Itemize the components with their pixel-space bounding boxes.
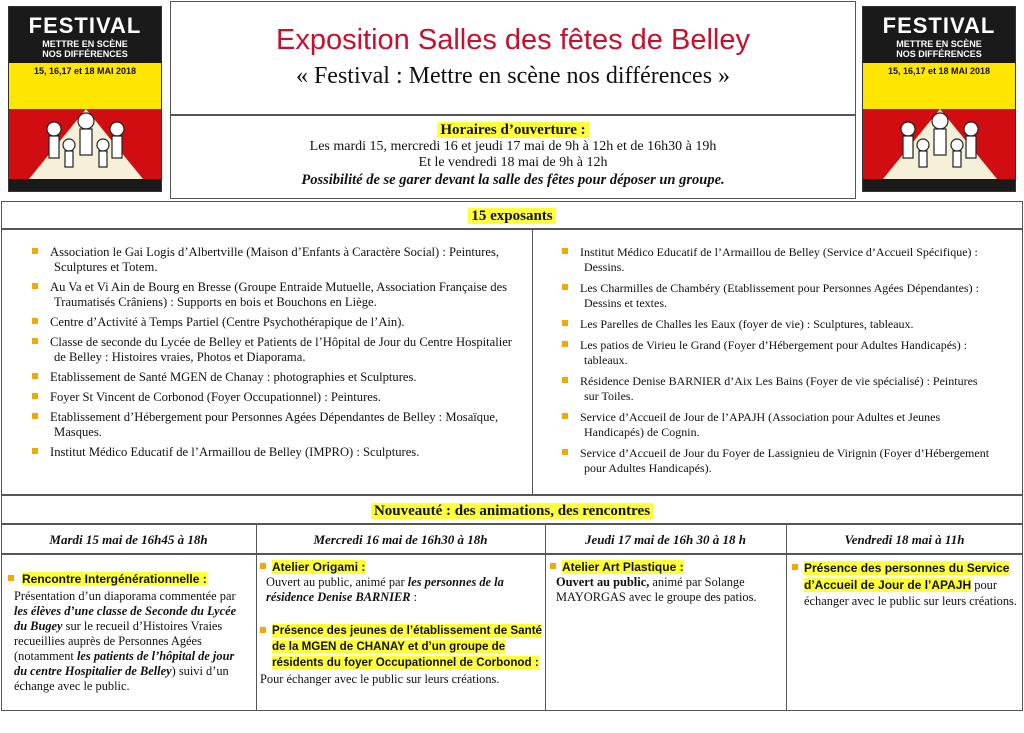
bullet-icon xyxy=(32,248,38,254)
exhibitors-heading-box xyxy=(1,201,1023,229)
list-item: Les patios de Virieu le Grand (Foyer d’Hébergement pour Adultes Handicapés) : tableaux. xyxy=(562,338,994,368)
bullet-icon xyxy=(550,563,556,569)
bullet-icon xyxy=(32,448,38,454)
exhibitors-divider xyxy=(532,229,533,495)
tuesday-title: Rencontre Intergénérationnelle : xyxy=(22,572,207,586)
column-divider xyxy=(786,524,787,711)
header-box xyxy=(170,1,856,115)
bullet-icon xyxy=(260,563,266,569)
friday-description: pour échanger avec le public sur leurs créations. xyxy=(804,578,1017,608)
news-heading-box xyxy=(1,495,1023,524)
news-heading: Nouveauté : des animations, des rencontres xyxy=(371,503,653,519)
friday-cell xyxy=(792,560,1018,609)
wednesday-cell xyxy=(260,560,542,687)
bullet-icon xyxy=(562,320,568,326)
list-item: Les Parelles de Challes les Eaux (foyer de vie) : Sculptures, tableaux. xyxy=(562,317,994,332)
list-item: Service d’Accueil de Jour de l’APAJH (Association pour Adultes et Jeunes Handicapés) de Cognin. xyxy=(562,410,994,440)
poster-subtitle-1: METTRE EN SCÈNE xyxy=(42,39,128,49)
list-item: Association le Gai Logis d’Albertville (Maison d’Enfants à Caractère Social) : Peintures, Sculptures et Totem. xyxy=(32,245,524,275)
thursday-description: Ouvert au public, animé par Solange MAYORGAS avec le groupe des patios. xyxy=(556,575,757,604)
page-title: Exposition Salles des fêtes de Belley xyxy=(276,24,750,56)
thursday-cell xyxy=(550,560,782,605)
bullet-icon xyxy=(32,373,38,379)
poster-footer xyxy=(9,179,161,192)
wednesday-description-2: Pour échanger avec le public sur leurs créations. xyxy=(260,672,500,686)
wednesday-title-1: Atelier Origami : xyxy=(272,560,366,574)
list-item: Classe de seconde du Lycée de Belley et Patients de l’Hôpital de Jour du Centre Hospitalier de Belley : Histoires vraies, Photos et Diaporama. xyxy=(32,335,524,365)
bullet-icon xyxy=(8,575,14,581)
exhibitors-right-list xyxy=(562,245,994,482)
bullet-icon xyxy=(562,413,568,419)
hours-line-2: Et le vendredi 18 mai de 9h à 12h xyxy=(418,155,608,170)
page-subtitle: « Festival : Mettre en scène nos différences » xyxy=(295,63,731,89)
poster-subtitle-2: NOS DIFFÉRENCES xyxy=(42,49,128,59)
day-header-wednesday: Mercredi 16 mai de 16h30 à 18h xyxy=(313,532,488,547)
wednesday-description-1: Ouvert au public, animé par les personnes de la résidence Denise BARNIER : xyxy=(266,575,504,604)
bullet-icon xyxy=(562,449,568,455)
list-item: Institut Médico Educatif de l’Armaillou de Belley (IMPRO) : Sculptures. xyxy=(32,445,524,460)
day-header-tuesday: Mardi 15 mai de 16h45 à 18h xyxy=(49,532,208,547)
list-item: Foyer St Vincent de Corbonod (Foyer Occupationnel) : Peintures. xyxy=(32,390,524,405)
day-header-thursday: Jeudi 17 mai de 16h 30 à 18 h xyxy=(584,532,747,547)
bullet-icon xyxy=(32,318,38,324)
bullet-icon xyxy=(32,283,38,289)
bullet-icon xyxy=(32,393,38,399)
list-item: Centre d’Activité à Temps Partiel (Centre Psychothérapique de l’Ain). xyxy=(32,315,524,330)
poster-dates: 15, 16,17 et 18 MAI 2018 xyxy=(863,63,1015,79)
hours-box xyxy=(170,115,856,199)
column-divider xyxy=(545,524,546,711)
list-item: Etablissement de Santé MGEN de Chanay : photographies et Sculptures. xyxy=(32,370,524,385)
friday-title: Présence des personnes du Service d’Accueil de Jour de l’APAJH xyxy=(804,561,1010,592)
festival-poster-left xyxy=(8,6,162,192)
thursday-title: Atelier Art Plastique : xyxy=(562,560,684,574)
parking-note: Possibilité de se garer devant la salle des fêtes pour déposer un groupe. xyxy=(301,172,725,188)
exhibitors-heading: 15 exposants xyxy=(468,208,555,224)
poster-subtitle-2: NOS DIFFÉRENCES xyxy=(896,49,982,59)
poster-illustration xyxy=(9,79,161,179)
bullet-icon xyxy=(792,564,798,570)
wednesday-title-2: Présence des jeunes de l’établissement de Santé de la MGEN de CHANAY et d’un groupe de résidents du foyer Occupationnel de Corbonod : xyxy=(272,624,542,669)
day-header-friday: Vendredi 18 mai à 11h xyxy=(844,532,965,547)
bullet-icon xyxy=(562,284,568,290)
list-item: Institut Médico Educatif de l’Armaillou de Belley (Service d’Accueil Spécifique) : Dessins. xyxy=(562,245,994,275)
bullet-icon xyxy=(32,338,38,344)
people-illustration-icon xyxy=(863,79,1016,179)
poster-title: FESTIVAL xyxy=(882,13,996,38)
list-item: Au Va et Vi Ain de Bourg en Bresse (Groupe Entraide Mutuelle, Association Française des Traumatisés Crâniens) : Supports en bois et Bouchons en Liège. xyxy=(32,280,524,310)
tuesday-cell xyxy=(8,572,250,694)
list-item: Les Charmilles de Chambéry (Etablissement pour Personnes Agées Dépendantes) : Dessins et textes. xyxy=(562,281,994,311)
hours-heading: Horaires d’ouverture : xyxy=(437,122,588,138)
bullet-icon xyxy=(562,341,568,347)
list-item: Service d’Accueil de Jour du Foyer de Lassignieu de Virignin (Foyer d’Hébergement pour Adultes Handicapés). xyxy=(562,446,994,476)
poster-subtitle-1: METTRE EN SCÈNE xyxy=(896,39,982,49)
hours-line-1: Les mardi 15, mercredi 16 et jeudi 17 mai de 9h à 12h et de 16h30 à 19h xyxy=(309,139,717,154)
poster-dates: 15, 16,17 et 18 MAI 2018 xyxy=(9,63,161,79)
bullet-icon xyxy=(562,377,568,383)
list-item: Résidence Denise BARNIER d’Aix Les Bains (Foyer de vie spécialisé) : Peintures sur Toiles. xyxy=(562,374,994,404)
column-divider xyxy=(256,524,257,711)
bullet-icon xyxy=(562,248,568,254)
poster-footer xyxy=(863,179,1015,192)
poster-illustration xyxy=(863,79,1015,179)
poster-title: FESTIVAL xyxy=(28,13,142,38)
bullet-icon xyxy=(32,413,38,419)
tuesday-description: Présentation d’un diaporama commentée par les élèves d’une classe de Seconde du Lycée du Bugey sur le recueil d’Histoires Vraies recueillies auprès de Personnes Agées (notamment les patients de l’hôpital de jour du centre Hospitalier de Belley) suivi d’un échange avec le public. xyxy=(14,589,237,693)
bullet-icon xyxy=(260,627,266,633)
people-illustration-icon xyxy=(9,79,162,179)
exhibitors-left-list xyxy=(32,245,524,465)
list-item: Etablissement d’Hébergement pour Personnes Agées Dépendantes de Belley : Mosaïque, Masques. xyxy=(32,410,524,440)
festival-poster-right xyxy=(862,6,1016,192)
